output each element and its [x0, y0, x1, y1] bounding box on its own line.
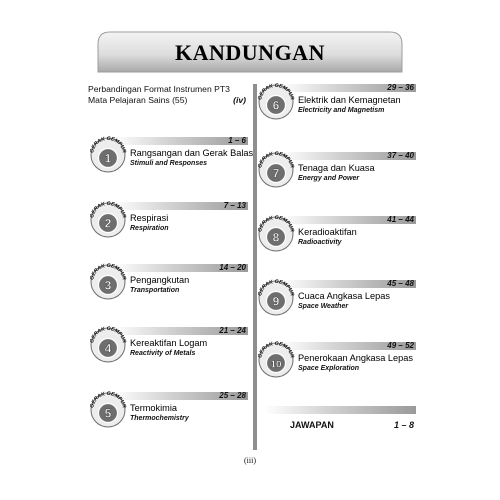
chapter-number: 6 [272, 98, 280, 113]
chapter-title-english: Radioactivity [298, 239, 342, 246]
chapter-number: 3 [104, 278, 112, 293]
chapter-entry-10[interactable] [256, 342, 416, 372]
chapter-title: Elektrik dan Kemagnetan [298, 95, 401, 105]
intro-line-2: Mata Pelajaran Sains (55) [88, 95, 188, 105]
chapter-number: 5 [104, 406, 112, 421]
chapter-number: 1 [104, 151, 112, 166]
chapter-entry-8[interactable] [256, 216, 416, 246]
chapter-entry-4[interactable] [88, 327, 248, 357]
chapter-title-english: Thermochemistry [130, 415, 189, 422]
svg-text:GERAK GEMPUR: GERAK GEMPUR [89, 135, 127, 154]
intro-page-number: (iv) [233, 95, 246, 105]
svg-text:GERAK GEMPUR: GERAK GEMPUR [257, 278, 295, 297]
chapter-badge [256, 148, 296, 188]
chapter-badge [88, 388, 128, 428]
chapter-entry-7[interactable] [256, 152, 416, 182]
chapter-pages: 25 – 28 [219, 391, 246, 400]
chapter-pages: 37 – 40 [387, 151, 414, 160]
chapter-badge [88, 198, 128, 238]
chapter-number: 9 [272, 294, 280, 309]
chapter-title: Tenaga dan Kuasa [298, 163, 375, 173]
chapter-number: 7 [272, 166, 280, 181]
svg-text:GERAK GEMPUR: GERAK GEMPUR [257, 340, 295, 359]
chapter-badge [88, 260, 128, 300]
chapter-title-english: Electricity and Magnetism [298, 107, 385, 114]
page-number: (iii) [244, 456, 256, 465]
svg-text:GERAK GEMPUR: GERAK GEMPUR [89, 200, 127, 219]
chapter-title-english: Energy and Power [298, 175, 360, 182]
chapter-title-english: Respiration [130, 225, 169, 232]
chapter-number: 10 [270, 359, 282, 371]
chapter-badge [256, 338, 296, 378]
chapter-pages: 41 – 44 [387, 215, 414, 224]
column-divider [253, 84, 257, 450]
chapter-title: Kereaktifan Logam [130, 338, 208, 348]
chapter-badge [88, 323, 128, 363]
chapter-pages: 1 – 6 [228, 136, 246, 145]
chapter-number: 4 [104, 341, 112, 356]
chapter-entry-2[interactable] [88, 202, 248, 232]
chapter-badge [256, 276, 296, 316]
intro-line-1: Perbandingan Format Instrumen PT3 [88, 84, 230, 94]
chapter-title: Penerokaan Angkasa Lepas [298, 353, 413, 363]
chapter-entry-3[interactable] [88, 264, 248, 294]
answers-label: JAWAPAN [290, 420, 334, 430]
chapter-number: 8 [272, 230, 280, 245]
svg-text:GERAK GEMPUR: GERAK GEMPUR [257, 82, 295, 101]
answers-entry[interactable] [256, 406, 416, 436]
svg-text:GERAK GEMPUR: GERAK GEMPUR [89, 262, 127, 281]
chapter-title: Keradioaktifan [298, 227, 357, 237]
chapter-pages: 45 – 48 [387, 279, 414, 288]
chapter-title-english: Stimuli and Responses [130, 160, 208, 167]
chapter-number: 2 [104, 216, 112, 231]
chapter-title: Termokimia [130, 403, 177, 413]
chapter-badge [88, 133, 128, 173]
chapter-title: Cuaca Angkasa Lepas [298, 291, 390, 301]
chapter-pages: 7 – 13 [223, 201, 246, 210]
chapter-title: Respirasi [130, 213, 169, 223]
chapter-badge [256, 212, 296, 252]
intro-entry [88, 84, 246, 106]
chapter-title-english: Space Weather [298, 303, 349, 310]
chapter-entry-1[interactable] [88, 135, 254, 167]
chapter-title-english: Reactivity of Metals [130, 350, 196, 357]
svg-text:GERAK GEMPUR: GERAK GEMPUR [257, 214, 295, 233]
svg-text:GERAK GEMPUR: GERAK GEMPUR [89, 390, 127, 409]
chapter-title: Pengangkutan [130, 275, 190, 285]
chapter-pages: 14 – 20 [219, 263, 246, 272]
chapter-entry-5[interactable] [88, 392, 248, 422]
header-banner [96, 30, 404, 74]
chapter-entry-6[interactable] [256, 84, 416, 114]
svg-text:GERAK GEMPUR: GERAK GEMPUR [257, 150, 295, 169]
chapter-title-english: Transportation [130, 287, 180, 294]
chapter-entry-9[interactable] [256, 280, 416, 310]
chapter-title: Rangsangan dan Gerak Balas [130, 148, 254, 158]
page-title: KANDUNGAN [175, 40, 325, 65]
chapter-pages: 29 – 36 [387, 83, 414, 92]
svg-text:GERAK GEMPUR: GERAK GEMPUR [89, 325, 127, 344]
chapter-badge [256, 80, 296, 120]
chapter-title-english: Space Exploration [298, 365, 360, 372]
chapter-pages: 49 – 52 [387, 341, 414, 350]
chapter-pages: 21 – 24 [219, 326, 246, 335]
entry-bar [264, 406, 416, 414]
answers-pages: 1 – 8 [393, 420, 414, 430]
